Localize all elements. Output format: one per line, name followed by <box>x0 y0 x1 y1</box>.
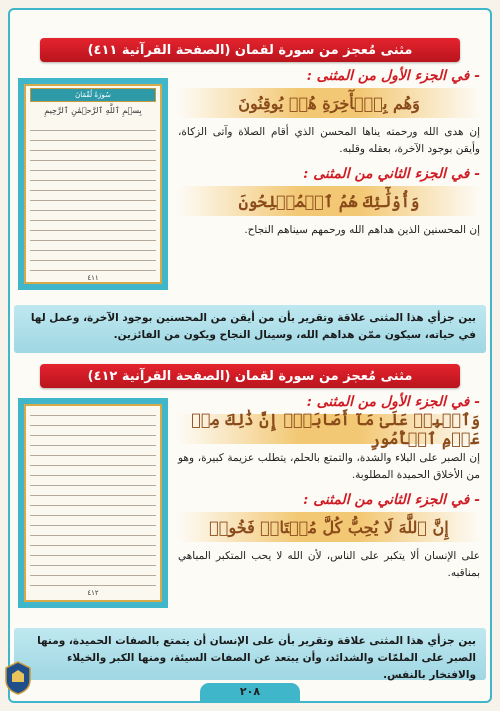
part2-text: على الإنسان ألا يتكبر على الناس، لأن الله لا يحب المتكبر المباهي بمناقبه. <box>178 550 480 579</box>
part1-verse: وَهُم بِٱلۡأٓخِرَةِ هُمۡ يُوقِنُونَ <box>178 88 480 118</box>
part1-heading: - في الجزء الأول من المثنى : <box>306 68 480 84</box>
part1-text: إن هدى الله ورحمته يناها المحسن الذي أقام الصلاة وآتى الزكاة، وأيقن بوجود الآخرة، بعقله وقلبه. <box>178 126 480 155</box>
part2-text: إن المحسنين الذين هداهم الله ورحمهم سيناهم النجاح. <box>244 224 480 236</box>
section2-body <box>178 394 480 590</box>
mushaf-page-number: ٤١٢ <box>87 589 99 597</box>
page-number: ٢٠٨ <box>200 683 300 701</box>
section1-banner: مثنى مُعجز من سورة لقمان (الصفحة القرآنية ٤١١) <box>40 38 460 62</box>
mushaf-page-412 <box>18 398 168 608</box>
part2-verse: إِنَّ ٱللَّهَ لَا يُحِبُّ كُلَّ مُخۡتَالٖ فَخُورٖ <box>178 512 480 542</box>
mushaf-page-411 <box>18 78 168 290</box>
part1-text: إن الصبر على البلاء والشدة، والتمتع بالحلم، يتطلب عزيمة كبيرة، وهو من الأخلاق الحميدة المطلوبة. <box>178 452 480 481</box>
section1-summary: بين جزأي هذا المثنى علاقة وتقرير بأن من أيقن من المحسنين بوجود الآخرة، وعمل لها في حياته، سيكون ممّن هداهم الله، وسينال النجاح ويكون من الفائزين. <box>14 305 486 353</box>
part1-heading: - في الجزء الأول من المثنى : <box>306 394 480 410</box>
part2-heading: - في الجزء الثاني من المثنى : <box>303 166 480 182</box>
part1-verse: وَٱصۡبِرۡ عَلَىٰ مَآ أَصَابَكَۖ إِنَّ ذَٰلِكَ مِنۡ عَزۡمِ ٱلۡأُمُورِ <box>178 414 480 444</box>
section2-banner: مثنى مُعجز من سورة لقمان (الصفحة القرآنية ٤١٢) <box>40 364 460 388</box>
mushaf-page-number: ٤١١ <box>87 274 99 282</box>
section1-body <box>178 68 480 247</box>
section2-summary: بين جزأي هذا المثنى علاقة وتقرير بأن على الإنسان أن يتمتع بالصفات الحميدة، ومنها الصبر على الملمّات والشدائد، وأن يبتعد عن الصفات السيئة، ومنها الكبر والخيلاء والافتخار بالنفس. <box>14 628 486 680</box>
part2-verse: وَأُوْلَٰٓئِكَ هُمُ ٱلۡمُفۡلِحُونَ <box>178 186 480 216</box>
publisher-logo-icon <box>4 660 32 696</box>
part2-heading: - في الجزء الثاني من المثنى : <box>303 492 480 508</box>
basmala: بِسۡمِ ٱللَّهِ ٱلرَّحۡمَٰنِ ٱلرَّحِيمِ <box>44 106 142 115</box>
surah-title-box: سُورَةُ لُقْمَانَ <box>30 88 156 102</box>
